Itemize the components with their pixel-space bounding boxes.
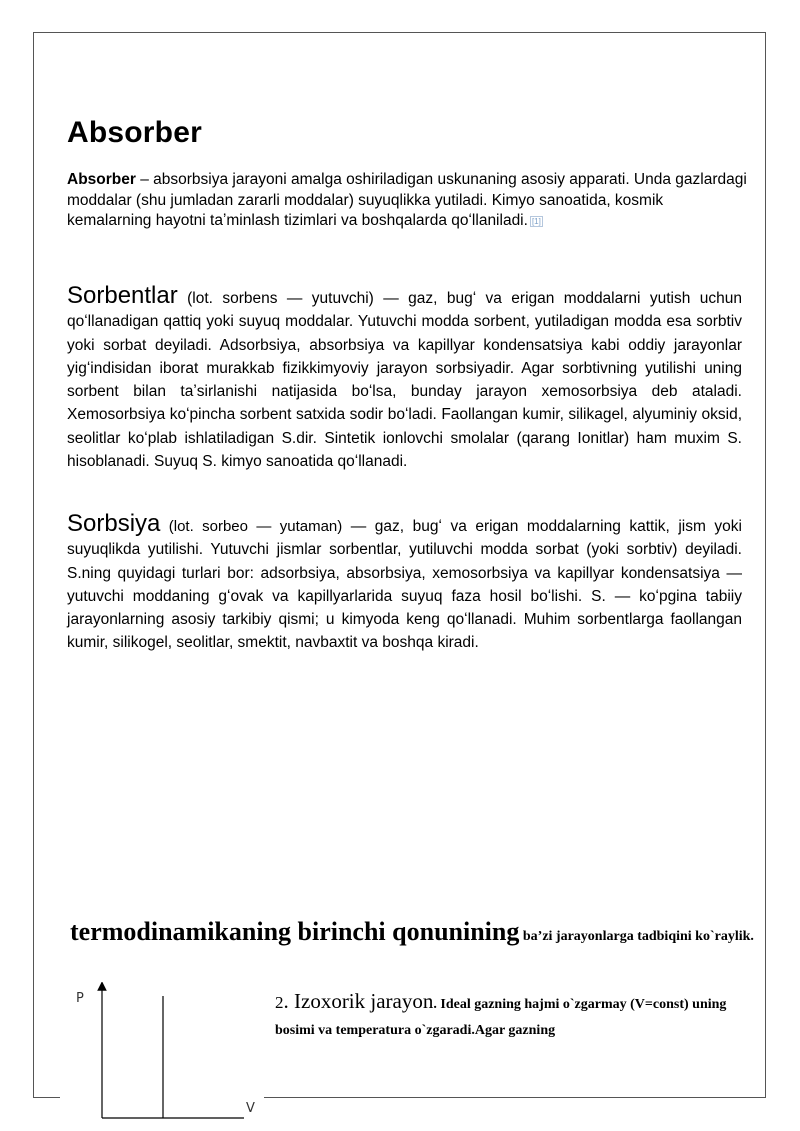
- x-axis-label: V: [246, 1101, 255, 1116]
- intro-term: Absorber: [67, 171, 136, 188]
- izoxorik-text: . Ideal gazning hajmi o`zgarmay (V=const) uning bosimi va temperatura o`zgaradi.Agar gazning: [275, 997, 727, 1038]
- izoxorik-heading: . Izoxorik jarayon: [283, 989, 434, 1013]
- intro-paragraph: [67, 170, 747, 233]
- sorbsiya-text: — gaz, bugʻ va erigan moddalarning kattik, jism yoki suyuqlikda yutilishi. Yutuvchi jismlar sorbentlar, yutiluvchi modda sorbat (yoki sorbtiv) deyiladi. S.ning quyidagi turlari bor: adsorbsiya, absorbsiya, xemosorbsiya va kapillyar kondensatsiya — yutuvchi moddaning gʻovak va kapillyarlarida suyuq faza hosil boʻlishi. S. — koʻpgina tabiiy jarayonlarning asosiy tarkibiy qismi; u kimyoda keng qoʻllanadi. Muhim sorbentlarga faollangan kumir, silikogel, seolitlar, smektit, navbaxtit va boshqa kiradi.: [67, 518, 742, 652]
- page-title: Absorber: [67, 116, 202, 149]
- izoxorik-paragraph: [275, 988, 755, 1044]
- y-axis-label: P: [76, 991, 84, 1006]
- thermo-heading-main: termodinamikaning birinchi qonunining: [70, 917, 520, 946]
- sorbentlar-lead: Sorbentlar: [67, 282, 178, 309]
- intro-text: – absorbsiya jarayoni amalga oshiriladigan uskunaning asosiy apparati. Unda gazlardagi moddalar (shu jumladan zararli moddalar) suyuqlikka yutiladi. Kimyo sanoatida, kosmik kemalarning hayotni taʼminlash tizimlari va boshqalarda qoʻllaniladi.: [67, 171, 747, 229]
- thermo-heading-rest: ba’zi jarayonlarga tadbiqini ko`raylik.: [519, 929, 754, 944]
- sorbsiya-lead: Sorbsiya: [67, 510, 161, 537]
- izoxorik-number: 2: [275, 993, 284, 1012]
- sorbsiya-paragraph: [67, 512, 742, 655]
- sorbsiya-etymology: (lot. sorbeo — yutaman): [160, 518, 343, 535]
- reference-link[interactable]: [1]: [531, 217, 541, 226]
- pv-diagram: [68, 982, 268, 1131]
- thermodynamics-heading: [67, 917, 757, 948]
- sorbentlar-paragraph: [67, 284, 742, 473]
- sorbentlar-text: (lot. sorbens — yutuvchi) — gaz, bugʻ va erigan moddalarni yutish uchun qoʻllanadigan qattiq yoki suyuq moddalar. Yutuvchi modda sorbent, yutiladigan modda esa sorbtiv yoki sorbat deyiladi. Adsorbsiya, absorbsiya va kapillyar kondensatsiya kabi oddiy jarayonlar yigʻindisidan iborat murakkab fizikkimyoviy jarayon sorbsiyadir. Agar sorbtivning yutilishi uning sorbent bilan taʼsirlanishi natijasida boʻlsa, bunday jarayon xemosorbsiya deb ataladi. Xemosorbsiya koʻpincha sorbent satxida sodir boʻladi. Faollangan kumir, silikagel, alyuminiy oksid, seolitlar koʻplab ishlatiladigan S.dir. Sintetik ionlovchi smolalar (qarang Ionitlar) ham muxim S. hisoblanadi. Suyuq S. kimyo sanoatida qoʻllanadi.: [67, 290, 742, 471]
